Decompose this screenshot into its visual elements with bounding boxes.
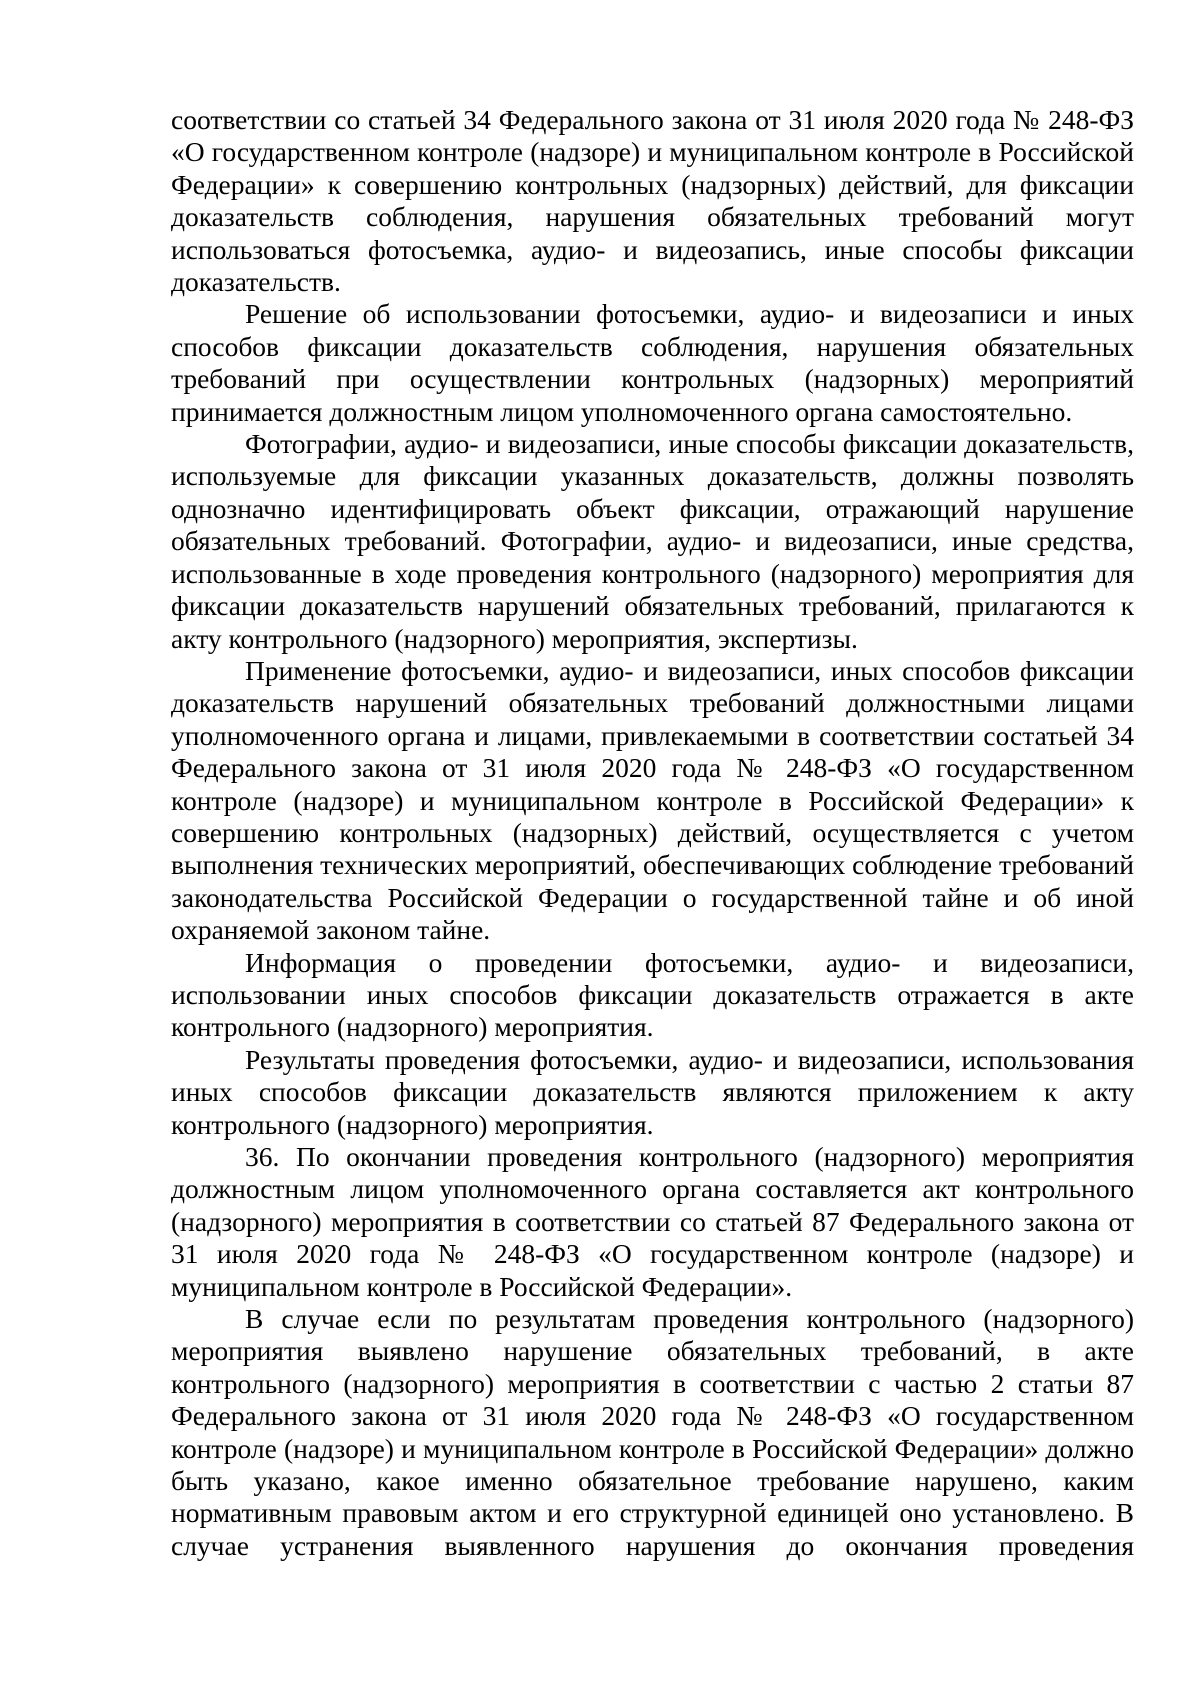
paragraph-8: В случае если по результатам проведения контрольного (надзорного) мероприятия выявлено нарушение обязательных требований, в акте контрольного (надзорного) мероприятия в соответствии с частью 2 статьи 87 Федерального закона от 31 июля 2020 года № 248-ФЗ «О государственном контроле (надзоре) и муниципальном контроле в Российской Федерации» должно быть указано, какое именно обязательное требование нарушено, каким нормативным правовым актом и его структурной единицей оно установлено. В случае устранения выявленного нарушения до окончания проведения [171, 1303, 1134, 1561]
paragraph-5: Информация о проведении фотосъемки, аудио- и видеозаписи, использовании иных способов фиксации доказательств отражается в акте контрольного (надзорного) мероприятия. [171, 946, 1134, 1043]
paragraph-1: соответствии со статьей 34 Федерального закона от 31 июля 2020 года № 248-ФЗ «О государственном контроле (надзоре) и муниципальном контроле в Российской Федерации» к совершению контрольных (надзорных) действий, для фиксации доказательств соблюдения, нарушения обязательных требований могут использоваться фотосъемка, аудио- и видеозапись, иные способы фиксации доказательств. [171, 104, 1134, 298]
paragraph-4: Применение фотосъемки, аудио- и видеозаписи, иных способов фиксации доказательств нарушений обязательных требований должностными лицами уполномоченного органа и лицами, привлекаемыми в соответствии состатьей 34 Федерального закона от 31 июля 2020 года № 248-ФЗ «О государственном контроле (надзоре) и муниципальном контроле в Российской Федерации» к совершению контрольных (надзорных) действий, осуществляется с учетом выполнения технических мероприятий, обеспечивающих соблюдение требований законодательства Российской Федерации о государственной тайне и об иной охраняемой законом тайне. [171, 654, 1135, 946]
paragraph-3: Фотографии, аудио- и видеозаписи, иные способы фиксации доказательств, используемые для фиксации указанных доказательств, должны позволять однозначно идентифицировать объект фиксации, отражающий нарушение обязательных требований. Фотографии, аудио- и видеозаписи, иные средства, использованные в ходе проведения контрольного (надзорного) мероприятия для фиксации доказательств нарушений обязательных требований, прилагаются к акту контрольного (надзорного) мероприятия, экспертизы. [171, 428, 1134, 654]
paragraph-7: 36. По окончании проведения контрольного (надзорного) мероприятия должностным лицом уполномоченного органа составляется акт контрольного (надзорного) мероприятия в соответствии со статьей 87 Федерального закона от 31 июля 2020 года № 248-ФЗ «О государственном контроле (надзоре) и муниципальном контроле в Российской Федерации». [171, 1141, 1134, 1302]
paragraph-2: Решение об использовании фотосъемки, аудио- и видеозаписи и иных способов фиксации доказательств соблюдения, нарушения обязательных требований при осуществлении контрольных (надзорных) мероприятий принимается должностным лицом уполномоченного органа самостоятельно. [171, 298, 1134, 427]
paragraph-6: Результаты проведения фотосъемки, аудио- и видеозаписи, использования иных способов фиксации доказательств являются приложением к акту контрольного (надзорного) мероприятия. [171, 1043, 1134, 1140]
document-body [171, 104, 1134, 1562]
